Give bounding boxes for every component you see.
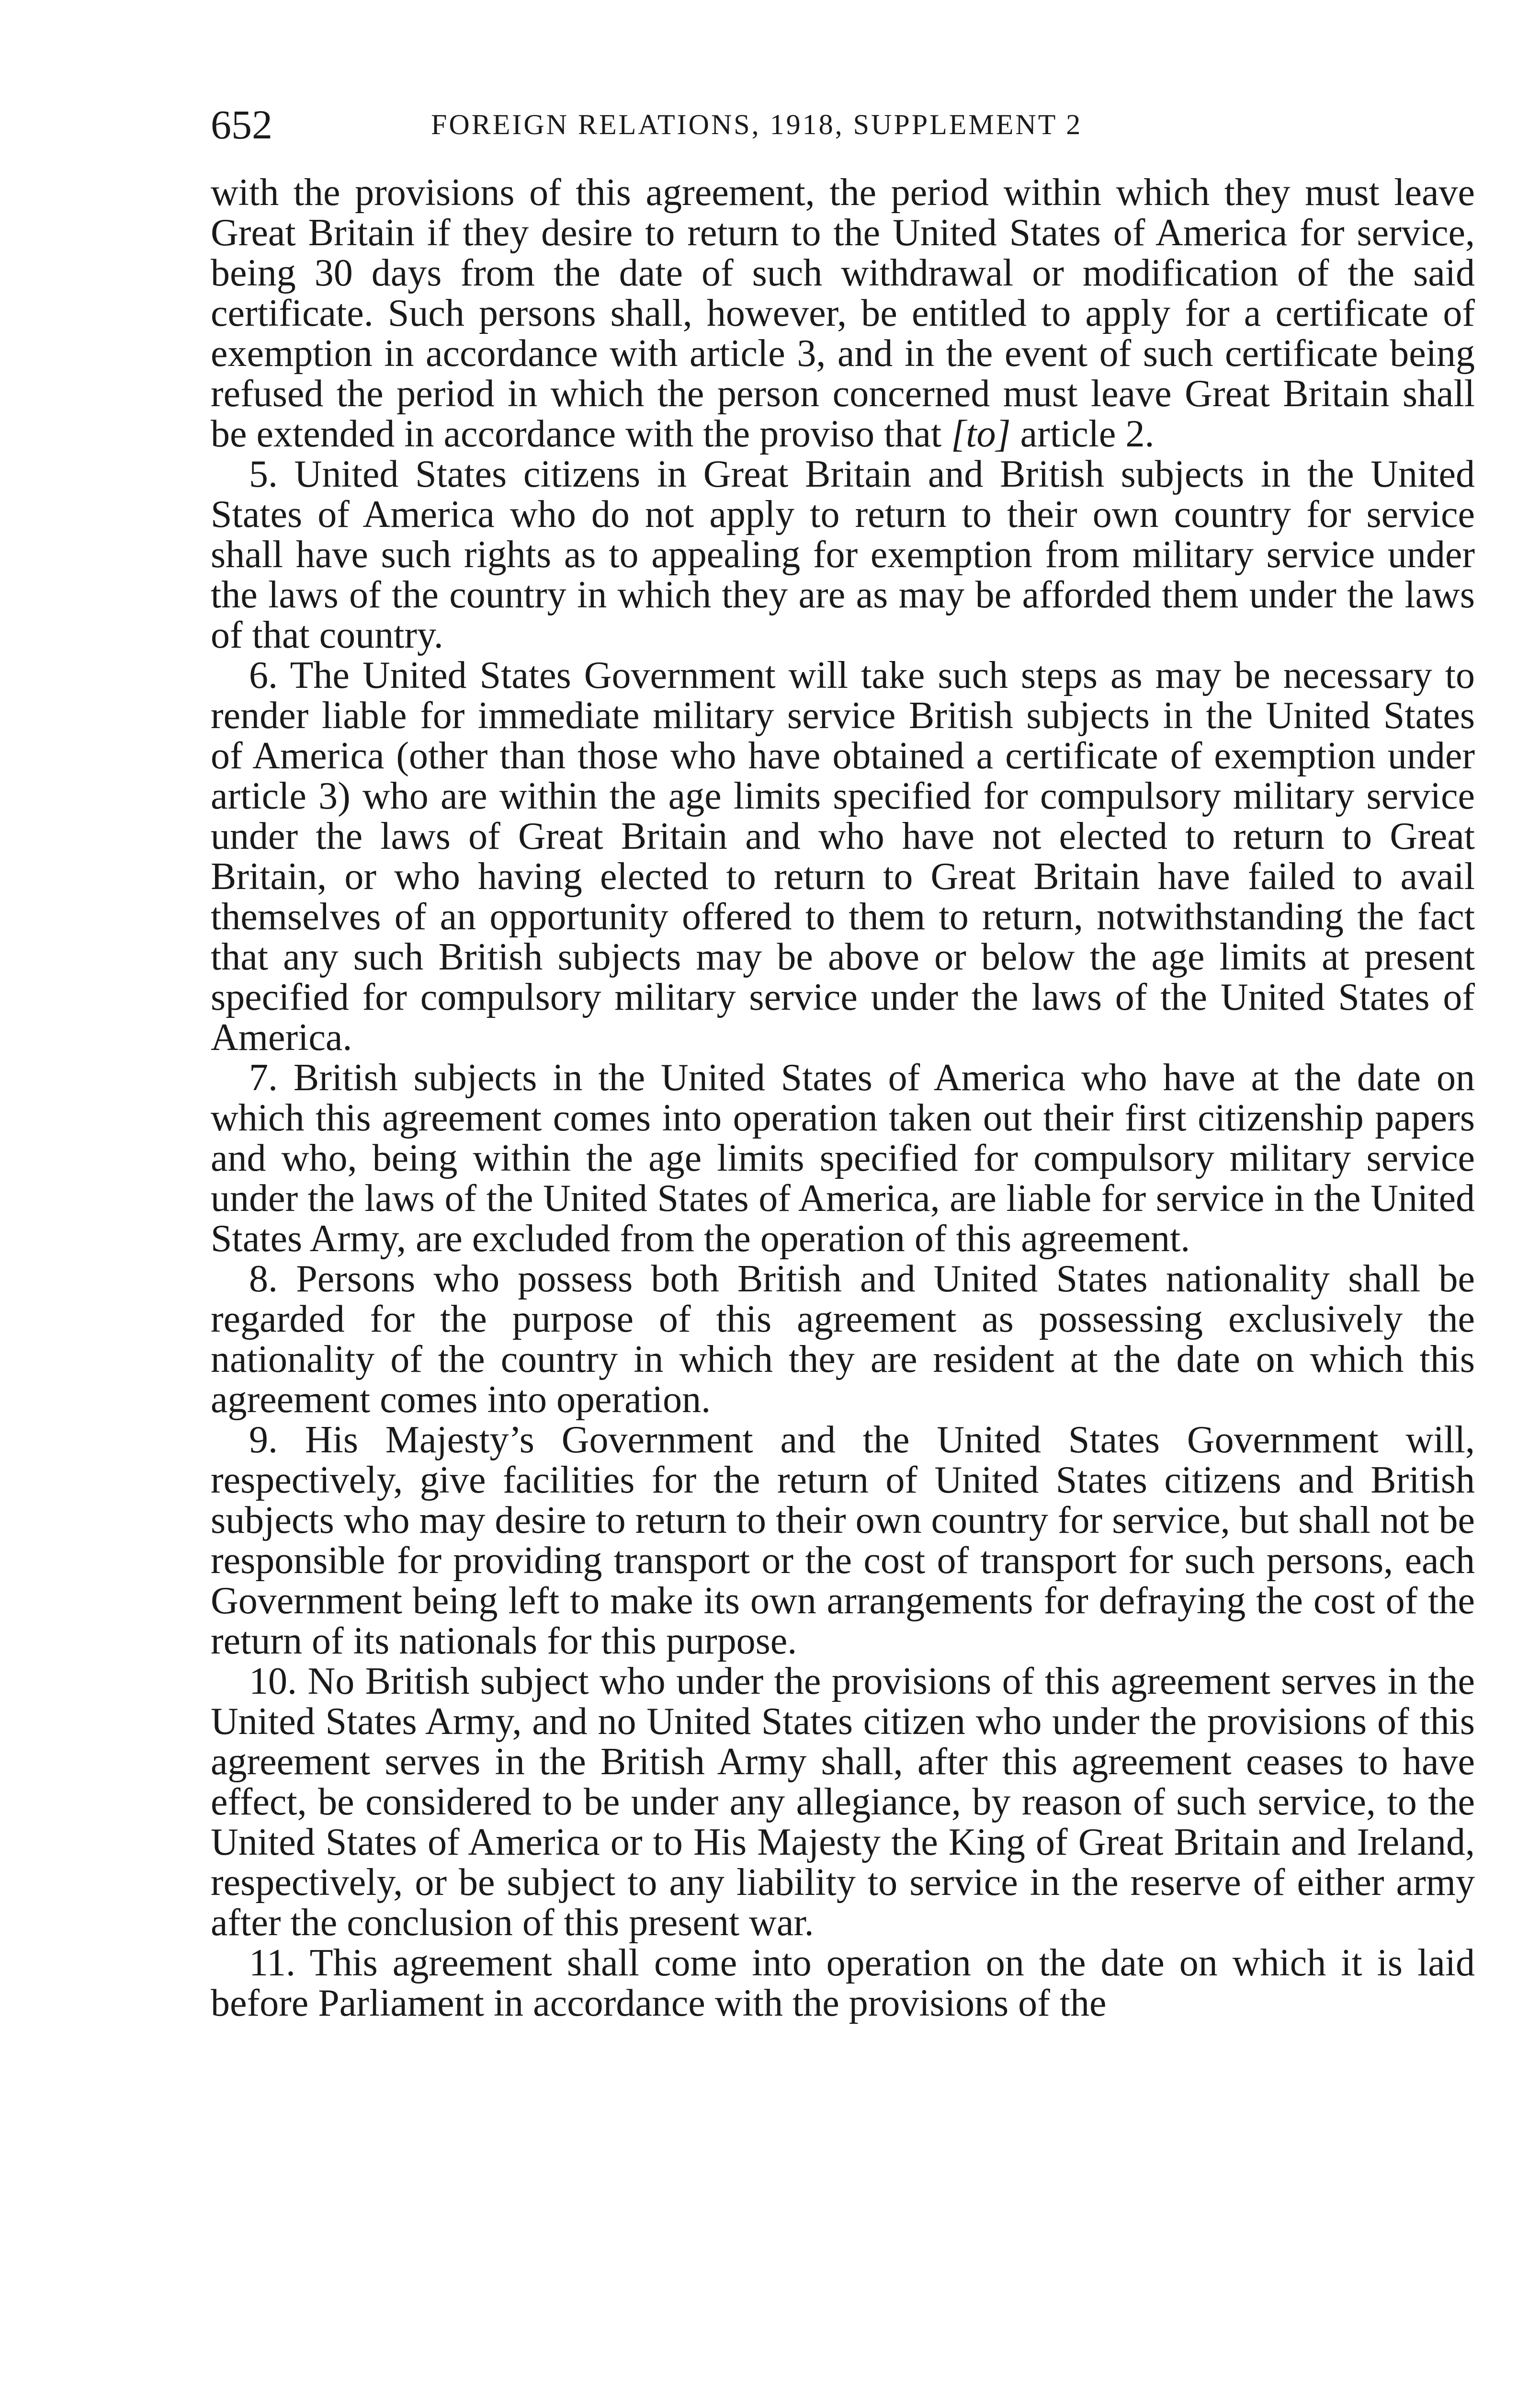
article-number: 9. (249, 1419, 278, 1461)
article-text: No British subject who under the provisions of this agreement serves in the United States Army, and no United States citizen who under the provisions of this agreement serves in the British Army shall, after this agreement ceases to have effect, be considered to be under any allegiance, by reason of such service, to the United States of America or to His Majesty the King of Great Britain and Ireland, respectively, or be subject to any liability to service in the reserve of either army after the conclusion of this present war. (211, 1660, 1475, 1944)
article-text: This agreement shall come into operation on the date on which it is laid before Parliament in accordance with the provisions of the (211, 1942, 1475, 2024)
page-number: 652 (211, 102, 272, 148)
article-8 (211, 1259, 1475, 1420)
paragraph-text: with the provisions of this agreement, the period within which they must leave Great Britain if they desire to return to the United States of America for service, being 30 days from the date of such withdrawal or modification of the said certificate. Such persons shall, however, be entitled to apply for a certificate of exemption in accordance with article 3, and in the event of such certificate being refused the period in which the person concerned must leave Great Britain shall be extended in accordance with the proviso that (211, 171, 1475, 455)
article-9 (211, 1420, 1475, 1661)
article-text: The United States Government will take such steps as may be necessary to render liable for immediate military service British subjects in the United States of America (other than those who have obtained a certificate of exemption under article 3) who are within the age limits specified for compulsory military service under the laws of Great Britain and who have not elected to return to Great Britain, or who having elected to return to Great Britain have failed to avail themselves of an opportunity offered to them to return, notwithstanding the fact that any such British subjects may be above or below the age limits at present specified for compulsory military service under the laws of the United States of America. (211, 654, 1475, 1059)
article-11 (211, 1943, 1475, 2023)
article-5 (211, 454, 1475, 655)
article-number: 7. (249, 1057, 278, 1099)
editorial-insert: [to] (951, 413, 1011, 455)
article-number: 6. (249, 654, 278, 696)
article-text: His Majesty’s Government and the United States Government will, respectively, give facilities for the return of United States citizens and British subjects who may desire to return to their own country for service, but shall not be responsible for providing transport or the cost of transport for such persons, each Government being left to make its own arrangements for defraying the cost of the return of its nationals for this purpose. (211, 1419, 1475, 1662)
article-text: United States citizens in Great Britain and British subjects in the United States of America who do not apply to return to their own country for service shall have such rights as to appealing for exemption from military service under the laws of the country in which they are as may be afforded them under the laws of that country. (211, 453, 1475, 656)
paragraph-text-after: article 2. (1020, 413, 1155, 455)
article-number: 11. (249, 1942, 296, 1984)
document-page (211, 96, 1475, 2023)
article-text: British subjects in the United States of America who have at the date on which this agreement comes into operation taken out their first citizenship papers and who, being within the age limits specified for compulsory military service under the laws of the United States of America, are liable for service in the United States Army, are excluded from the operation of this agreement. (211, 1057, 1475, 1260)
article-number: 8. (249, 1258, 278, 1300)
running-head (211, 96, 1475, 153)
article-text: Persons who possess both British and United States nationality shall be regarded for the purpose of this agreement as possessing exclusively the nationality of the country in which they are resident at the date on which this agreement comes into operation. (211, 1258, 1475, 1421)
paragraph-continuation (211, 172, 1475, 454)
article-6 (211, 655, 1475, 1058)
article-number: 5. (249, 453, 278, 495)
article-7 (211, 1058, 1475, 1259)
body-text (211, 172, 1475, 2023)
running-title: FOREIGN RELATIONS, 1918, SUPPLEMENT 2 (431, 109, 1083, 140)
article-number: 10. (249, 1660, 297, 1702)
article-10 (211, 1661, 1475, 1943)
